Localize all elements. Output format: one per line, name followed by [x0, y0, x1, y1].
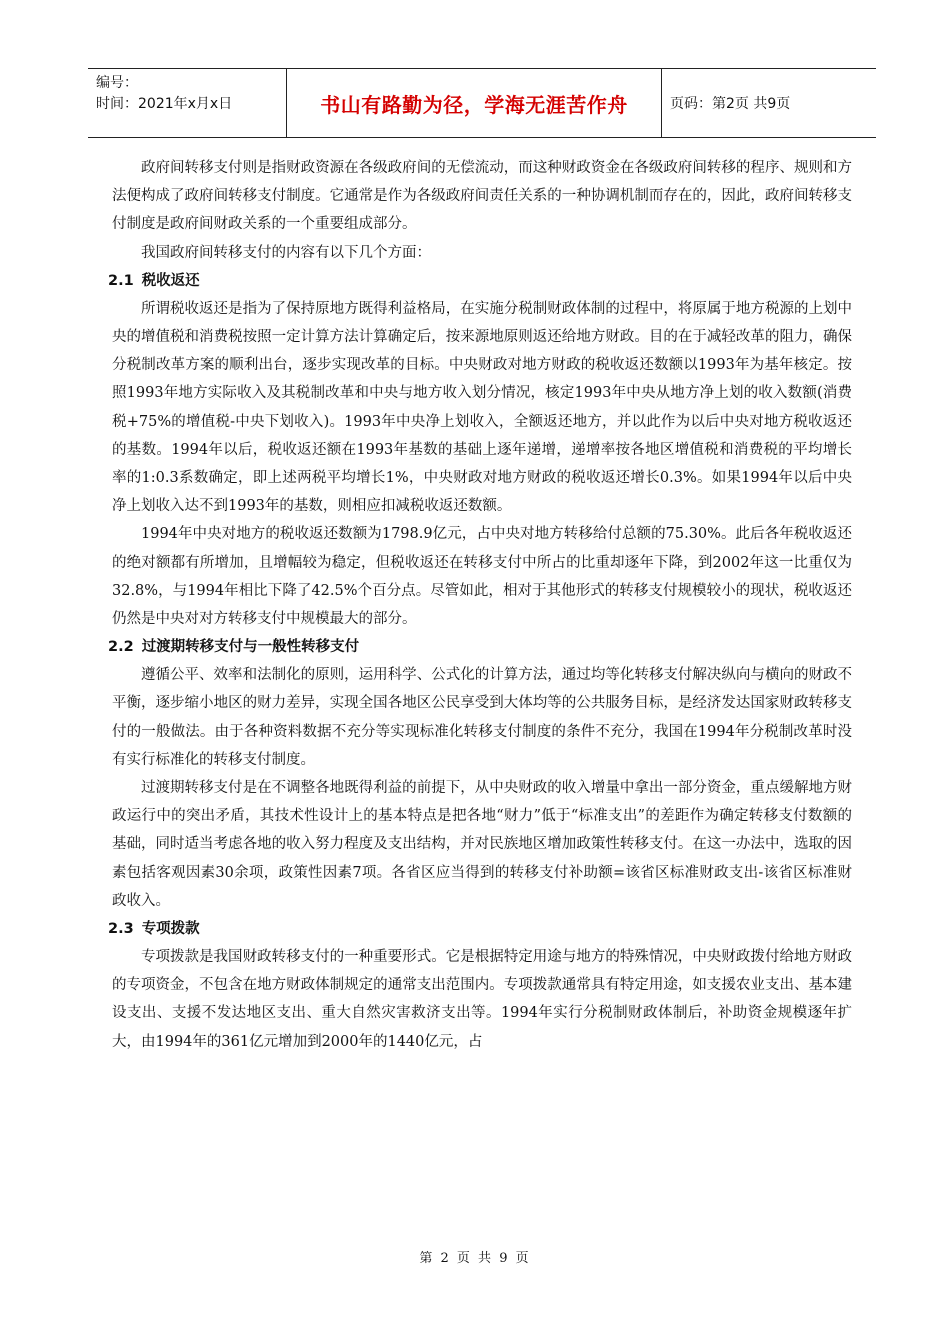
- document-number-label: 编号：: [96, 75, 138, 91]
- page-footer: 第 2 页 共 9 页: [419, 1251, 531, 1266]
- section-title: 税收返还: [141, 272, 200, 289]
- header-divider: [661, 69, 662, 137]
- section-number: 2.2: [108, 639, 134, 656]
- section-title: 过渡期转移支付与一般性转移支付: [141, 639, 360, 656]
- intro-paragraph: 我国政府间转移支付的内容有以下几个方面：: [141, 244, 431, 261]
- section-number: 2.1: [108, 272, 134, 289]
- body-paragraph: 过渡期转移支付是在不调整各地既得利益的前提下，从中央财政的收入增量中拿出一部分资金，重点缓解地方财政运行中的突出矛盾，其技术性设计上的基本特点是把各地“财力”低于“标准支出”的差距作为确定转移支付数额的基础，同时适当考虑各地的收入努力程度及支出结构，并对民族地区增加政策性转移支付。在这一办法中，选取的因素包括客观因素30余项，政策性因素7项。各省区应当得到的转移支付补助额=该省区标准财政支出-该省区标准财政收入。: [112, 780, 852, 909]
- section-title: 专项拨款: [141, 921, 200, 938]
- section-heading: [108, 267, 852, 295]
- body-paragraph: 1994年中央对地方的税收返还数额为1798.9亿元，占中央对地方转移给付总额的75.30%。此后各年税收返还的绝对额都有所增加，且增幅较为稳定，但税收返还在转移支付中所占的比重却逐年下降，到2002年这一比重仅为32.8%，与1994年相比下降了42.5%个百分点。尽管如此，相对于其他形式的转移支付规模较小的现状，税收返还仍然是中央对对方转移支付中规模最大的部分。: [112, 526, 852, 628]
- document-time: 时间：2021年x月x日: [96, 96, 233, 112]
- section-heading: [108, 633, 852, 661]
- intro-paragraph: 政府间转移支付则是指财政资源在各级政府间的无偿流动，而这种财政资金在各级政府间转移的程序、规则和方法便构成了政府间转移支付制度。它通常是作为各级政府间责任关系的一种协调机制而存在的，因此，政府间转移支付制度是政府间财政关系的一个重要组成部分。: [112, 160, 852, 233]
- body-paragraph: 专项拨款是我国财政转移支付的一种重要形式。它是根据特定用途与地方的特殊情况，中央财政拨付给地方财政的专项资金，不包含在地方财政体制规定的通常支出范围内。专项拨款通常具有特定用途，如支援农业支出、基本建设支出、支援不发达地区支出、重大自然灾害救济支出等。1994年实行分税制财政体制后，补助资金规模逐年扩大，由1994年的361亿元增加到2000年的1440亿元，占: [112, 949, 852, 1050]
- body-paragraph: 所谓税收返还是指为了保持原地方既得利益格局，在实施分税制财政体制的过程中，将原属于地方税源的上划中央的增值税和消费税按照一定计算方法计算确定后，按来源地原则返还给地方财政。目的在于减轻改革的阻力，确保分税制改革方案的顺利出台，逐步实现改革的目标。中央财政对地方财政的税收返还数额以1993年为基年核定。按照1993年地方实际收入及其税制改革和中央与地方收入划分情况，核定1993年中央从地方净上划的收入数额(消费税+75%的增值税-中央下划收入)。1993年中央净上划收入，全额返还地方，并以此作为以后中央对地方税收返还的基数。1994年以后，税收返还额在1993年基数的基础上逐年递增，递增率按各地区增值税和消费税的平均增长率的1:0.3系数确定，即上述两税平均增长1%，中央财政对地方财政的税收返还增长0.3%。如果1994年以后中央净上划收入达不到1993年的基数，则相应扣减税收返还数额。: [112, 300, 852, 515]
- header-meta: [96, 73, 286, 115]
- section-number: 2.3: [108, 921, 134, 938]
- header-motto: 书山有路勤为径，学海无涯苦作舟: [320, 92, 628, 117]
- header-page-info: 页码：第2页 共9页: [670, 96, 791, 112]
- body-paragraph: 遵循公平、效率和法制化的原则，运用科学、公式化的计算方法，通过均等化转移支付解决纵向与横向的财政不平衡，逐步缩小地区的财力差异，实现全国各地区公民享受到大体均等的公共服务目标，是经济发达国家财政转移支付的一般做法。由于各种资料数据不充分等实现标准化转移支付制度的条件不充分，我国在1994年分税制改革时没有实行标准化的转移支付制度。: [112, 667, 852, 768]
- page-header: [88, 68, 876, 138]
- section-heading: [108, 915, 852, 943]
- document-body: [108, 154, 852, 1056]
